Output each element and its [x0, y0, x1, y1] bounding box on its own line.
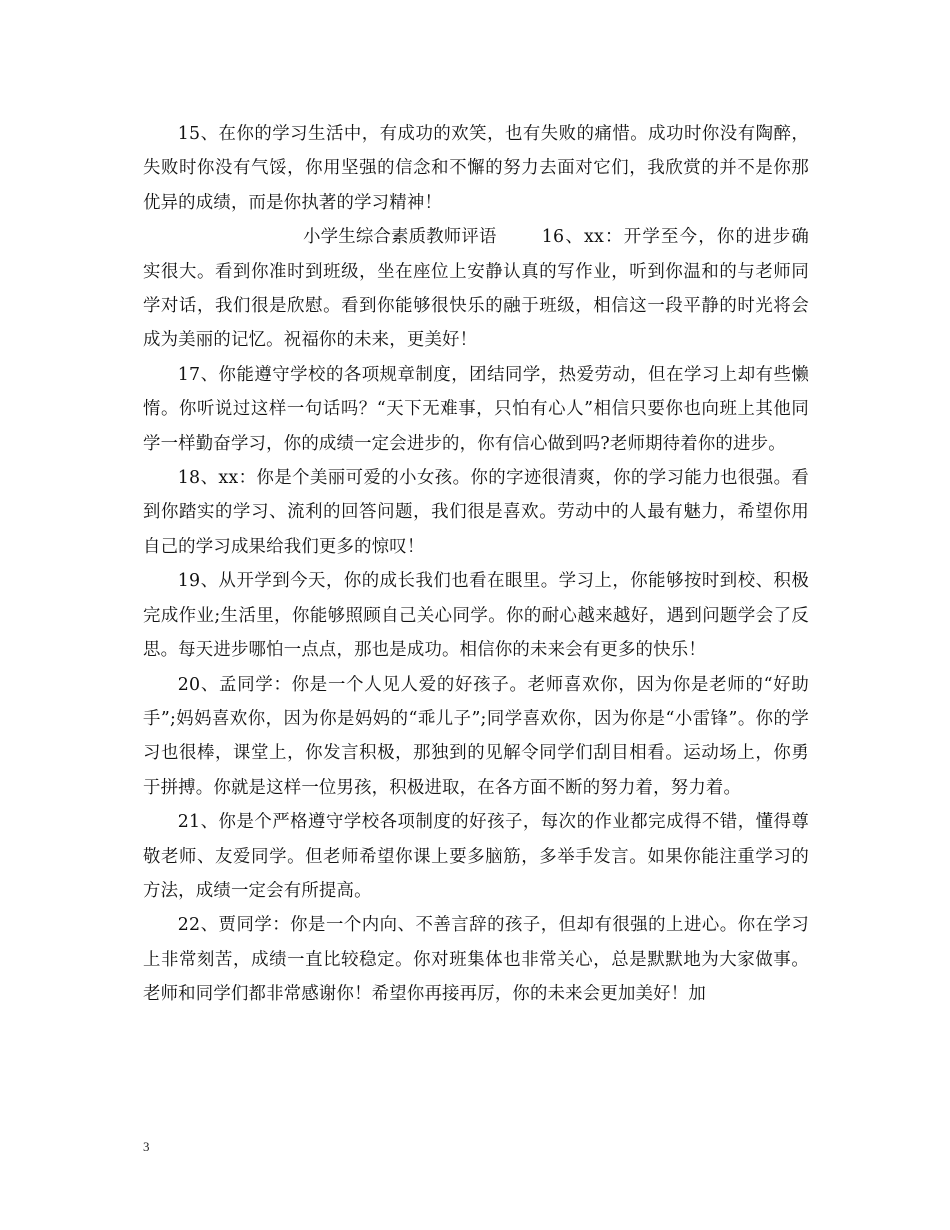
paragraph-16-text: 16、xx：开学至今，你的进步确实很大。看到你准时到班级，坐在座位上安静认真的写作业，听到你温和的与老师同学对话，我们很是欣慰。看到你能够很快乐的融于班级，相信这一段平静的时光将会成为美丽的记忆。祝福你的未来，更美好！ — [143, 227, 809, 351]
paragraph-17: 17、你能遵守学校的各项规章制度，团结同学，热爱劳动，但在学习上却有些懒惰。你听说过这样一句话吗？“天下无难事，只怕有心人”相信只要你也向班上其他同学一样勤奋学习，你的成绩一定会进步的，你有信心做到吗?老师期待着你的进步。 — [143, 364, 809, 454]
paragraph-16 — [143, 220, 809, 358]
section-heading: 小学生综合素质教师评语 — [303, 227, 497, 248]
paragraph-22: 22、贾同学：你是一个内向、不善言辞的孩子，但却有很强的上进心。你在学习上非常刻苦，成绩一直比较稳定。你对班集体也非常关心，总是默默地为大家做事。老师和同学们都非常感谢你！希望你再接再厉，你的未来会更加美好！加 — [143, 915, 809, 1005]
paragraph-21: 21、你是个严格遵守学校各项制度的好孩子，每次的作业都完成得不错，懂得尊敬老师、友爱同学。但老师希望你课上要多脑筋，多举手发言。如果你能注重学习的方法，成绩一定会有所提高。 — [143, 812, 809, 901]
paragraph-19: 19、从开学到今天，你的成长我们也看在眼里。学习上，你能够按时到校、积极完成作业;生活里，你能够照顾自己关心同学。你的耐心越来越好，遇到问题学会了反思。每天进步哪怕一点点，那也是成功。相信你的未来会有更多的快乐！ — [143, 571, 809, 661]
paragraph-15: 15、在你的学习生活中，有成功的欢笑，也有失败的痛惜。成功时你没有陶醉，失败时你没有气馁，你用坚强的信念和不懈的努力去面对它们，我欣赏的并不是你那优异的成绩，而是你执著的学习精神！ — [143, 124, 809, 213]
document-body — [143, 117, 809, 1012]
page-number: 3 — [143, 1139, 150, 1154]
paragraph-20: 20、孟同学：你是一个人见人爱的好孩子。老师喜欢你，因为你是老师的“好助手”;妈妈喜欢你，因为你是妈妈的“乖儿子”;同学喜欢你，因为你是“小雷锋”。你的学习也很棒，课堂上，你发言积极，那独到的见解令同学们刮目相看。运动场上，你勇于拼搏。你就是这样一位男孩，积极进取，在各方面不断的努力着，努力着。 — [143, 674, 809, 798]
paragraph-18: 18、xx：你是个美丽可爱的小女孩。你的字迹很清爽，你的学习能力也很强。看到你踏实的学习、流利的回答问题，我们很是喜欢。劳动中的人最有魅力，希望你用自己的学习成果给我们更多的惊叹！ — [143, 468, 809, 557]
